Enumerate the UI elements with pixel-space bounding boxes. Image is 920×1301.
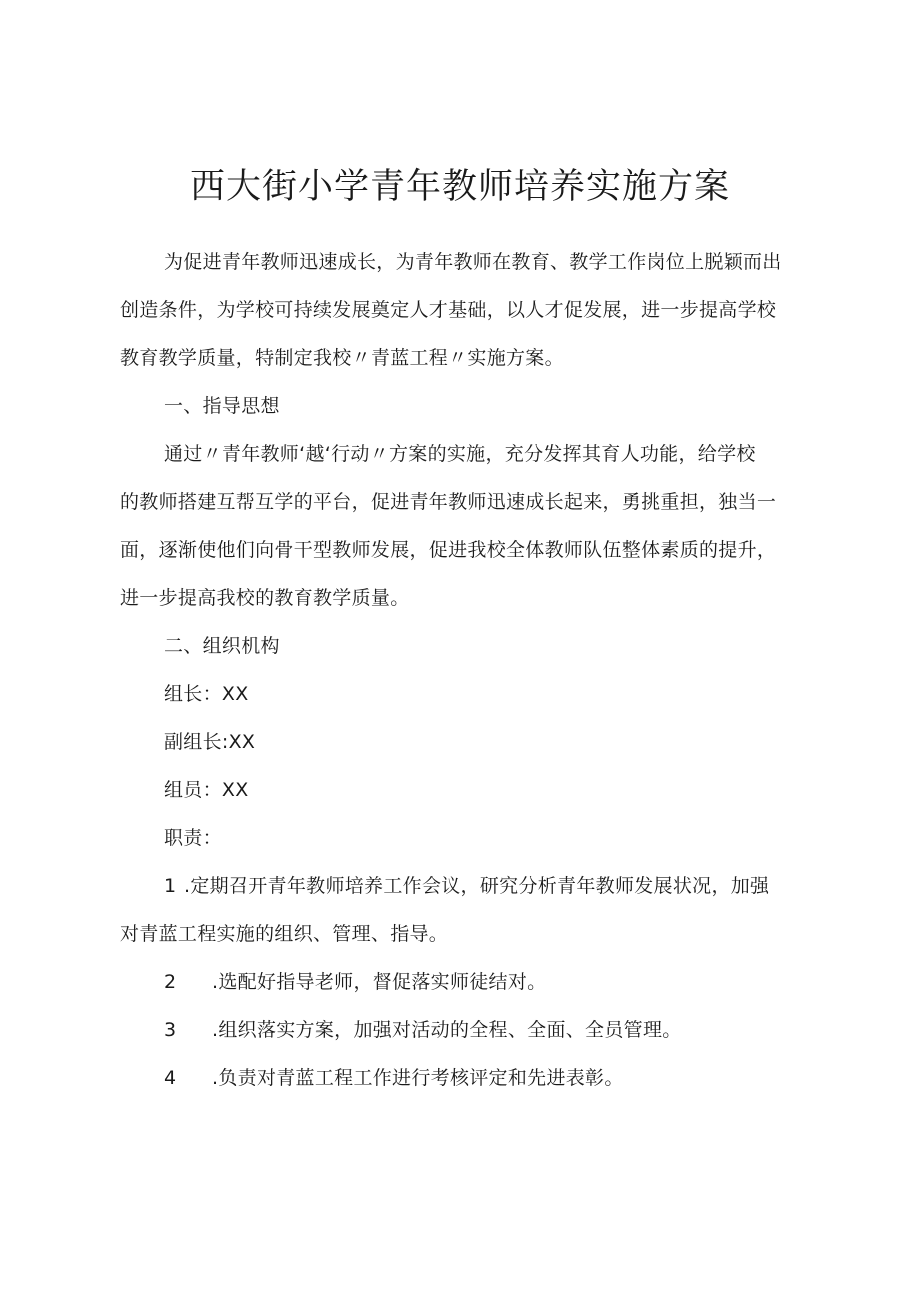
duty-text: .选配好指导老师，督促落实师徒结对。 bbox=[212, 971, 547, 993]
duty-item-3 bbox=[0, 1017, 920, 1043]
section1-line-1: 通过〃青年教师‘越‘行动〃方案的实施，充分发挥其育人功能，给学校 bbox=[164, 443, 756, 465]
duty-number: 3 bbox=[164, 1019, 177, 1041]
intro-line-1: 为促进青年教师迅速成长，为青年教师在教育、教学工作岗位上脱颖而出 bbox=[164, 251, 782, 273]
duties-label: 职责： bbox=[164, 827, 222, 849]
duty-item-1 bbox=[0, 873, 920, 899]
section1-line-3: 面，逐渐使他们向骨干型教师发展，促进我校全体教师队伍整体素质的提升， bbox=[120, 539, 777, 561]
group-leader: 组长：XX bbox=[164, 683, 249, 705]
group-members: 组员：XX bbox=[164, 779, 249, 801]
intro-line-2: 创造条件，为学校可持续发展奠定人才基础，以人才促发展，进一步提高学校 bbox=[120, 299, 777, 321]
duty-item-4 bbox=[0, 1065, 920, 1091]
intro-line-3: 教育教学质量，特制定我校〃青蓝工程〃实施方案。 bbox=[120, 347, 564, 369]
duty-number: 2 bbox=[164, 971, 177, 993]
duty-item-1-continued: 对青蓝工程实施的组织、管理、指导。 bbox=[120, 923, 449, 945]
duty-text: .组织落实方案，加强对活动的全程、全面、全员管理。 bbox=[212, 1019, 682, 1041]
duty-number: 4 bbox=[164, 1067, 177, 1089]
section1-line-2: 的教师搭建互帮互学的平台，促进青年教师迅速成长起来，勇挑重担，独当一 bbox=[120, 491, 777, 513]
section1-line-4: 进一步提高我校的教育教学质量。 bbox=[120, 587, 410, 609]
deputy-leader: 副组长:XX bbox=[164, 731, 256, 753]
duty-text: .定期召开青年教师培养工作会议，研究分析青年教师发展状况，加强 bbox=[184, 875, 770, 897]
document-title: 西大街小学青年教师培养实施方案 bbox=[189, 167, 730, 207]
duty-item-2 bbox=[0, 969, 920, 995]
section-heading-organization: 二、组织机构 bbox=[164, 635, 280, 657]
duty-number: 1 bbox=[164, 875, 177, 897]
duty-text: .负责对青蓝工程工作进行考核评定和先进表彰。 bbox=[212, 1067, 624, 1089]
section-heading-guiding-thought: 一、指导思想 bbox=[164, 395, 280, 417]
